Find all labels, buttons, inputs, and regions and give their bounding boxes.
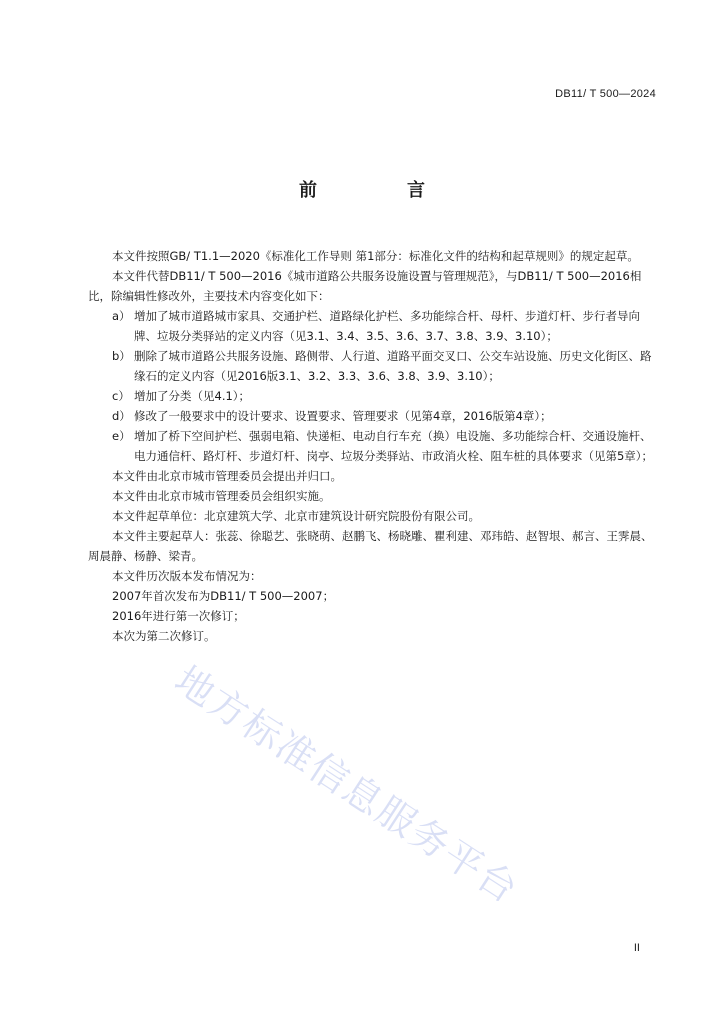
list-item-text: 增加了桥下空间护栏、强弱电箱、快递柜、电动自行车充（换）电设施、多功能综合杆、交通设施杆、电力通信杆、路灯杆、步道灯杆、岗亭、垃圾分类驿站、市政消火栓、阻车桩的具体要求（见第5章）； xyxy=(134,429,654,463)
list-item xyxy=(88,426,656,466)
list-item xyxy=(88,386,656,406)
paragraph-history-intro: 本文件历次版本发布情况为： xyxy=(112,569,262,583)
page-title: 前 言 xyxy=(299,180,461,201)
list-marker: e） xyxy=(112,429,131,443)
paragraph-replacement: 本文件代替DB11/ T 500—2016《城市道路公共服务设施设置与管理规范》，与DB11/ T 500—2016相比，除编辑性修改外，主要技术内容变化如下： xyxy=(88,269,642,303)
list-marker: d） xyxy=(112,409,131,423)
page-number: II xyxy=(633,942,640,954)
list-item xyxy=(88,346,656,386)
paragraph-drafters: 本文件主要起草人：张蕊、徐聪艺、张晓萌、赵鹏飞、杨晓雕、瞿利建、邓玮皓、赵智垠、郝言、王霁晨、周晨静、杨静、梁青。 xyxy=(88,529,653,563)
list-item xyxy=(88,306,656,346)
watermark: 地方标准信息服务平台 xyxy=(167,657,527,913)
paragraph-implementer: 本文件由北京市城市管理委员会组织实施。 xyxy=(112,489,331,503)
list-marker: c） xyxy=(112,389,130,403)
list-item-text: 增加了城市道路城市家具、交通护栏、道路绿化护栏、多功能综合杆、母杆、步道灯杆、步行者导向牌、垃圾分类驿站的定义内容（见3.1、3.4、3.5、3.6、3.7、3.8、3.9、3.10）； xyxy=(134,309,640,343)
list-item-text: 删除了城市道路公共服务设施、路侧带、人行道、道路平面交叉口、公交车站设施、历史文化街区、路缘石的定义内容（见2016版3.1、3.2、3.3、3.6、3.8、3.9、3.10）； xyxy=(134,349,652,383)
history-item: 2007年首次发布为DB11/ T 500—2007； xyxy=(112,589,335,603)
history-item: 2016年进行第一次修订； xyxy=(112,609,245,623)
history-item: 本次为第二次修订。 xyxy=(112,629,216,643)
list-item-text: 修改了一般要求中的设计要求、设置要求、管理要求（见第4章，2016版第4章）； xyxy=(134,409,552,423)
list-marker: b） xyxy=(112,349,131,363)
list-marker: a） xyxy=(112,309,131,323)
paragraph-proposer: 本文件由北京市城市管理委员会提出并归口。 xyxy=(112,469,342,483)
list-item-text: 增加了分类（见4.1）； xyxy=(134,389,251,403)
document-code: DB11/ T 500—2024 xyxy=(555,88,656,100)
list-item xyxy=(88,406,656,426)
paragraph-drafting-rules: 本文件按照GB/ T1.1—2020《标准化工作导则 第1部分：标准化文件的结构和起草规则》的规定起草。 xyxy=(112,249,639,263)
document-body xyxy=(88,246,656,646)
paragraph-drafting-units: 本文件起草单位：北京建筑大学、北京市建筑设计研究院股份有限公司。 xyxy=(112,509,480,523)
